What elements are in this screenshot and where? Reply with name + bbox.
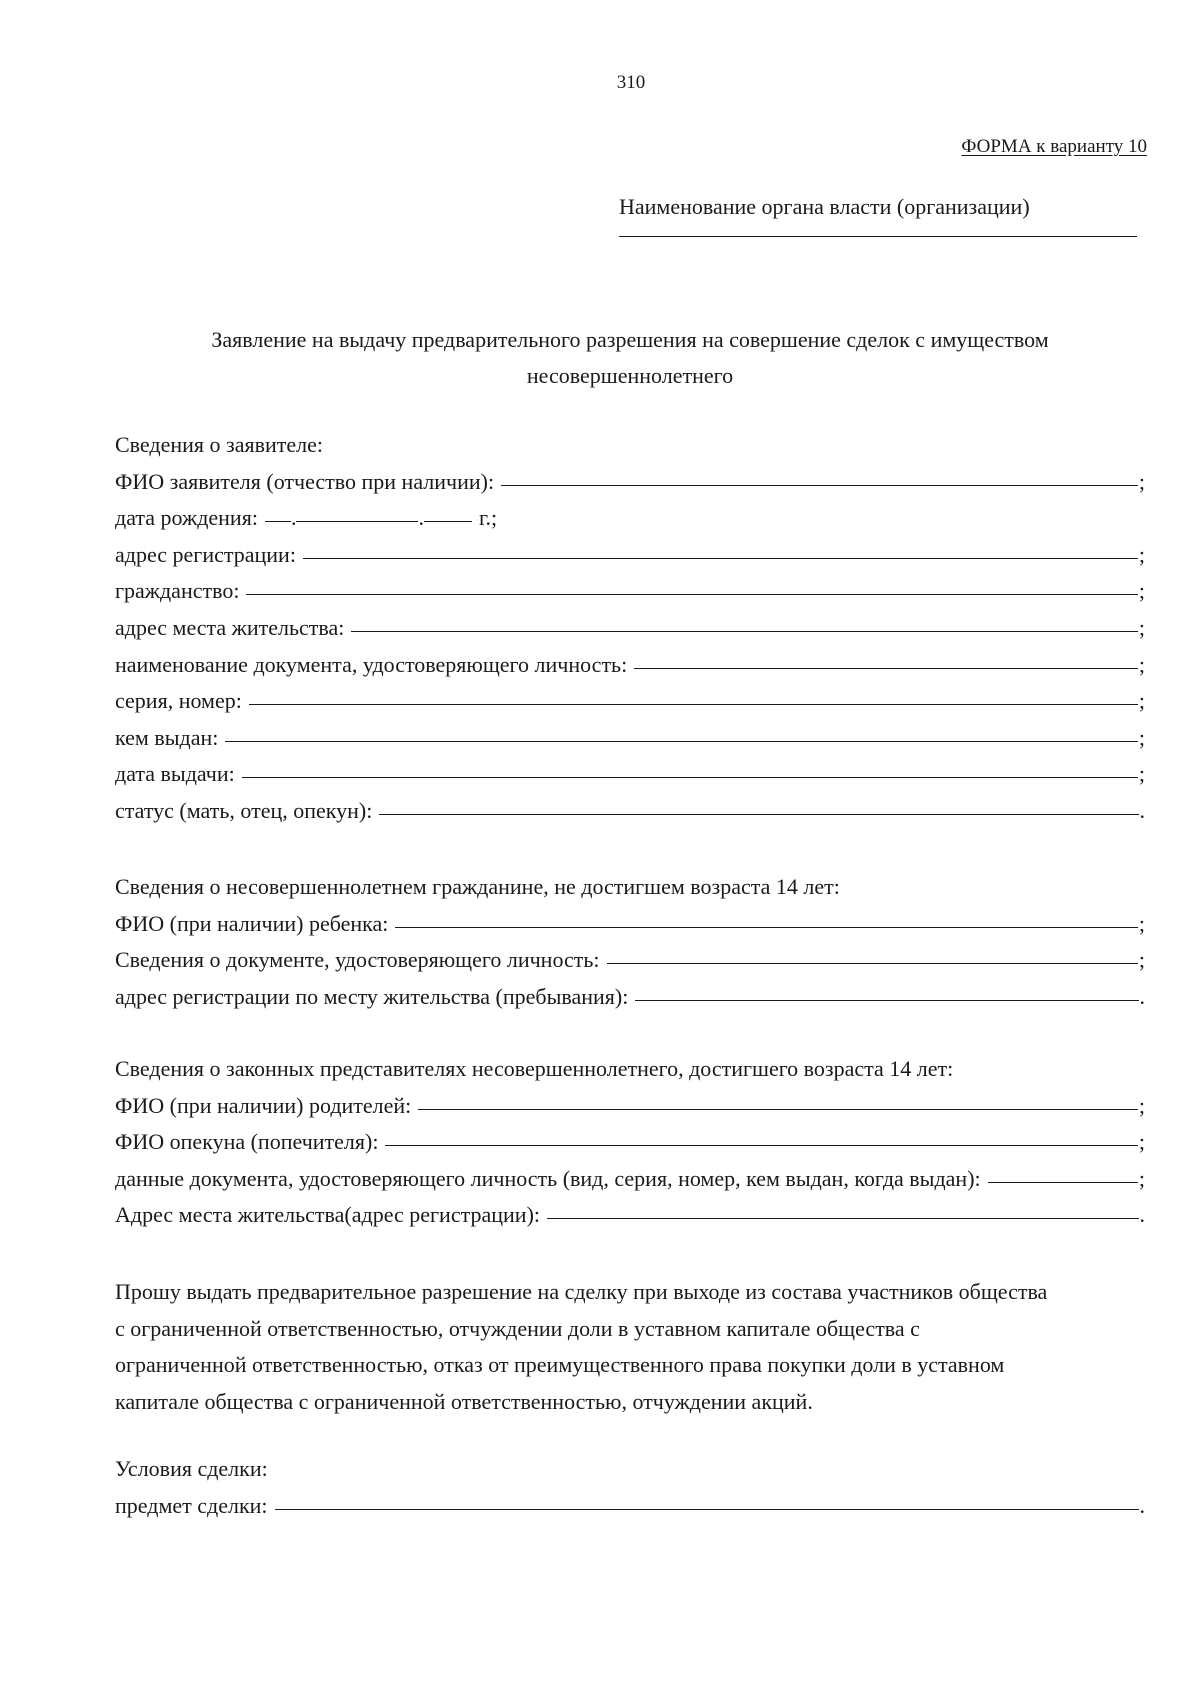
field-row <box>115 984 1145 1021</box>
field-row <box>115 652 1145 689</box>
issued-by-label: кем выдан: <box>115 724 219 750</box>
document-title <box>110 322 1150 394</box>
child-doc-label: Сведения о документе, удостоверяющего личность: <box>115 947 600 973</box>
section-heading: Условия сделки: <box>115 1456 268 1481</box>
field-row <box>115 1202 1145 1239</box>
reg-address-blank[interactable] <box>303 558 1138 559</box>
parents-fio-blank[interactable] <box>418 1109 1138 1110</box>
child-address-blank[interactable] <box>635 1000 1138 1001</box>
field-row <box>115 911 1145 948</box>
line-end-punct: ; <box>1138 1165 1145 1191</box>
authority-blank-line[interactable] <box>619 222 1137 237</box>
line-end-punct: ; <box>1138 578 1145 604</box>
field-row <box>115 505 1145 542</box>
field-row <box>115 1129 1145 1166</box>
request-line: капитале общества с ограниченной ответственностью, отчуждении акций. <box>115 1388 813 1414</box>
line-end-punct: . <box>1139 1492 1145 1518</box>
line-end-punct: . <box>1139 797 1145 823</box>
issue-date-blank[interactable] <box>242 777 1138 778</box>
field-row <box>115 725 1145 762</box>
minor-section <box>115 874 1145 1020</box>
page-number: 310 <box>616 72 646 93</box>
rep-address-label: Адрес места жительства(адрес регистрации): <box>115 1202 541 1228</box>
field-row <box>115 761 1145 798</box>
guardian-fio-blank[interactable] <box>385 1145 1137 1146</box>
residence-label: адрес места жительства: <box>115 614 345 640</box>
residence-blank[interactable] <box>351 631 1137 632</box>
title-line-1: Заявление на выдачу предварительного разрешения на совершение сделок с имуществом <box>211 327 1049 352</box>
line-end-punct: ; <box>1138 1092 1145 1118</box>
issued-by-blank[interactable] <box>225 741 1138 742</box>
issue-date-label: дата выдачи: <box>115 761 235 787</box>
authority-label: Наименование органа власти (организации) <box>619 194 1030 219</box>
status-blank[interactable] <box>379 814 1138 815</box>
section-heading: Сведения о несовершеннолетнем гражданине, не достигшем возраста 14 лет: <box>115 874 840 899</box>
request-line: с ограниченной ответственностью, отчуждении доли в уставном капитале общества с <box>115 1315 920 1341</box>
child-fio-label: ФИО (при наличии) ребенка: <box>115 910 389 936</box>
deal-section <box>115 1456 1145 1529</box>
line-end-punct: ; <box>1138 1129 1145 1155</box>
deal-subject-label: предмет сделки: <box>115 1492 268 1518</box>
id-doc-blank[interactable] <box>634 668 1138 669</box>
date-separator: . <box>290 505 297 531</box>
birth-month-blank[interactable] <box>296 521 418 522</box>
field-row <box>115 615 1145 652</box>
status-label: статус (мать, отец, опекун): <box>115 797 373 823</box>
rep-address-blank[interactable] <box>547 1218 1138 1219</box>
citizenship-label: гражданство: <box>115 578 240 604</box>
line-end-punct: . <box>1139 1202 1145 1228</box>
line-end-punct: . <box>1139 983 1145 1009</box>
child-fio-blank[interactable] <box>395 927 1137 928</box>
guardian-fio-label: ФИО опекуна (попечителя): <box>115 1129 379 1155</box>
line-end-punct: ; <box>1138 761 1145 787</box>
minor-heading <box>115 874 1145 911</box>
field-row <box>115 1493 1145 1530</box>
deal-subject-blank[interactable] <box>275 1509 1139 1510</box>
child-address-label: адрес регистрации по месту жительства (пребывания): <box>115 983 629 1009</box>
parents-fio-label: ФИО (при наличии) родителей: <box>115 1092 412 1118</box>
request-line: Прошу выдать предварительное разрешение на сделку при выходе из состава участников общества <box>115 1279 1048 1304</box>
line-end-punct: ; <box>1138 724 1145 750</box>
line-end-punct: ; <box>1138 468 1145 494</box>
title-line-2: несовершеннолетнего <box>526 363 734 388</box>
child-doc-blank[interactable] <box>607 963 1138 964</box>
rep-doc-blank[interactable] <box>988 1182 1138 1183</box>
representatives-heading <box>115 1056 1145 1093</box>
authority-block <box>619 192 1137 237</box>
rep-doc-label: данные документа, удостоверяющего личность (вид, серия, номер, кем выдан, когда выдан): <box>115 1165 981 1191</box>
request-paragraph <box>115 1274 1145 1420</box>
representatives-section <box>115 1056 1145 1239</box>
field-row <box>115 469 1145 506</box>
line-end-punct: ; <box>1138 688 1145 714</box>
field-row <box>115 947 1145 984</box>
birth-date-label: дата рождения: <box>115 505 258 531</box>
applicant-heading <box>115 432 1145 469</box>
series-number-blank[interactable] <box>249 704 1138 705</box>
citizenship-blank[interactable] <box>246 594 1137 595</box>
line-end-punct: ; <box>1138 614 1145 640</box>
field-row <box>115 542 1145 579</box>
line-end-punct: ; <box>1138 947 1145 973</box>
deal-heading <box>115 1456 1145 1493</box>
form-variant-label: ФОРМА к варианту 10 <box>961 136 1147 157</box>
reg-address-label: адрес регистрации: <box>115 541 296 567</box>
line-end-punct: ; <box>1138 541 1145 567</box>
applicant-fio-blank[interactable] <box>501 485 1138 486</box>
section-heading: Сведения о заявителе: <box>115 432 324 457</box>
field-row <box>115 578 1145 615</box>
field-row <box>115 688 1145 725</box>
line-end-punct: ; <box>1138 651 1145 677</box>
section-heading: Сведения о законных представителях несовершеннолетнего, достигшего возраста 14 лет: <box>115 1056 954 1081</box>
id-doc-label: наименование документа, удостоверяющего личность: <box>115 651 628 677</box>
year-suffix: г.; <box>478 505 498 531</box>
request-line: ограниченной ответственностью, отказ от преимущественного права покупки доли в уставном <box>115 1352 1005 1378</box>
field-row <box>115 1166 1145 1203</box>
date-separator: . <box>418 505 424 531</box>
field-row <box>115 1093 1145 1130</box>
line-end-punct: ; <box>1138 910 1145 936</box>
applicant-section <box>115 432 1145 835</box>
field-row <box>115 798 1145 835</box>
birth-year-blank[interactable] <box>424 521 472 522</box>
series-number-label: серия, номер: <box>115 688 242 714</box>
birth-day-blank[interactable] <box>265 521 291 522</box>
applicant-fio-label: ФИО заявителя (отчество при наличии): <box>115 468 495 494</box>
